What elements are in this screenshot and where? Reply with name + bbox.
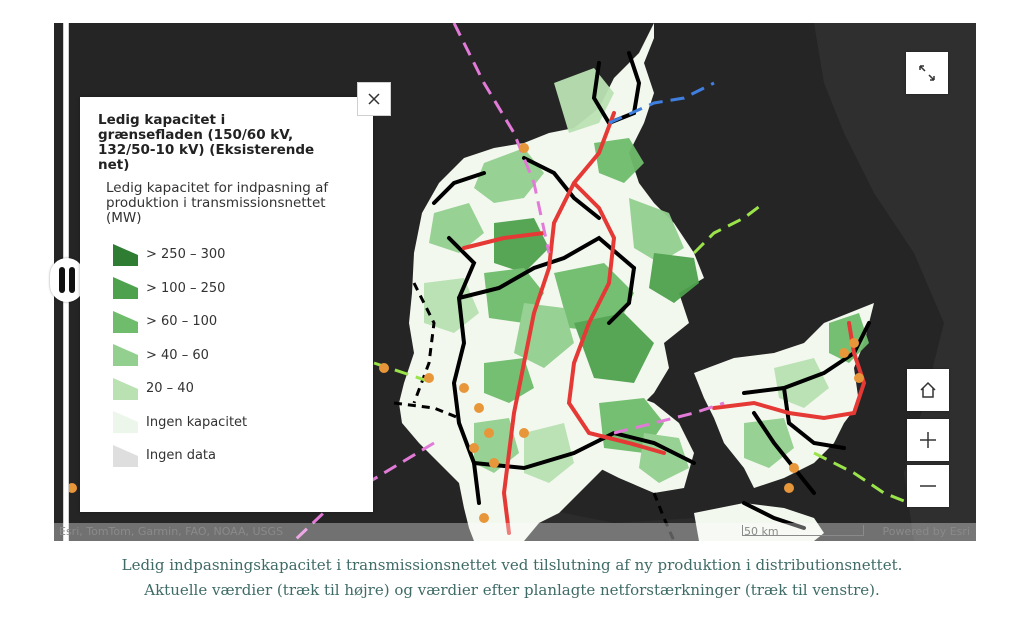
legend-list bbox=[98, 238, 355, 473]
legend-swatch bbox=[113, 244, 138, 266]
zoom-out-button[interactable] bbox=[907, 465, 949, 507]
legend-item bbox=[113, 272, 355, 306]
home-button[interactable] bbox=[907, 369, 949, 411]
legend-item bbox=[113, 238, 355, 272]
close-icon bbox=[368, 93, 380, 105]
legend-item bbox=[113, 339, 355, 373]
legend-item bbox=[113, 305, 355, 339]
legend-label: 20 – 40 bbox=[146, 381, 194, 397]
legend-swatch bbox=[113, 311, 138, 333]
caption-line-2: Aktuelle værdier (træk til højre) og værdier efter planlagte netforstærkninger (træk til venstre). bbox=[144, 581, 880, 599]
figure-caption bbox=[0, 553, 1024, 603]
close-legend-button[interactable] bbox=[357, 82, 391, 116]
sweden-land bbox=[814, 23, 976, 541]
swipe-handle-icon[interactable] bbox=[50, 258, 84, 302]
expand-button[interactable] bbox=[906, 52, 948, 94]
scale-label: 50 km bbox=[744, 525, 779, 538]
map-attribution bbox=[54, 523, 976, 541]
legend-label: > 100 – 250 bbox=[146, 280, 226, 296]
minus-icon bbox=[919, 477, 937, 495]
legend-item bbox=[113, 372, 355, 406]
legend-panel bbox=[80, 97, 373, 512]
legend-label: Ingen data bbox=[146, 448, 216, 464]
legend-subtitle: Ledig kapacitet for indpasning af produktion i transmissionsnettet (MW) bbox=[106, 180, 329, 226]
legend-swatch bbox=[113, 277, 138, 299]
zoom-in-button[interactable] bbox=[907, 419, 949, 461]
home-icon bbox=[919, 381, 937, 399]
legend-item bbox=[113, 439, 355, 473]
legend-swatch bbox=[113, 445, 138, 467]
legend-swatch bbox=[113, 344, 138, 366]
powered-by-link[interactable]: Powered by Esri bbox=[882, 525, 970, 538]
legend-label: > 250 – 300 bbox=[146, 247, 226, 263]
plus-icon bbox=[919, 431, 937, 449]
legend-swatch bbox=[113, 411, 138, 433]
expand-icon bbox=[918, 64, 936, 82]
caption-line-1: Ledig indpasningskapacitet i transmissionsnettet ved tilslutning af ny produktion i distributionsnettet. bbox=[121, 556, 903, 574]
legend-item bbox=[113, 406, 355, 440]
legend-swatch bbox=[113, 378, 138, 400]
legend-label: Ingen kapacitet bbox=[146, 414, 248, 430]
legend-label: > 40 – 60 bbox=[146, 347, 209, 363]
attribution-sources: Esri, TomTom, Garmin, FAO, NOAA, USGS bbox=[59, 525, 284, 538]
legend-label: > 60 – 100 bbox=[146, 314, 218, 330]
legend-title: Ledig kapacitet i grænsefladen (150/60 kV, 132/50-10 kV) (Eksisterende net) bbox=[98, 112, 315, 173]
